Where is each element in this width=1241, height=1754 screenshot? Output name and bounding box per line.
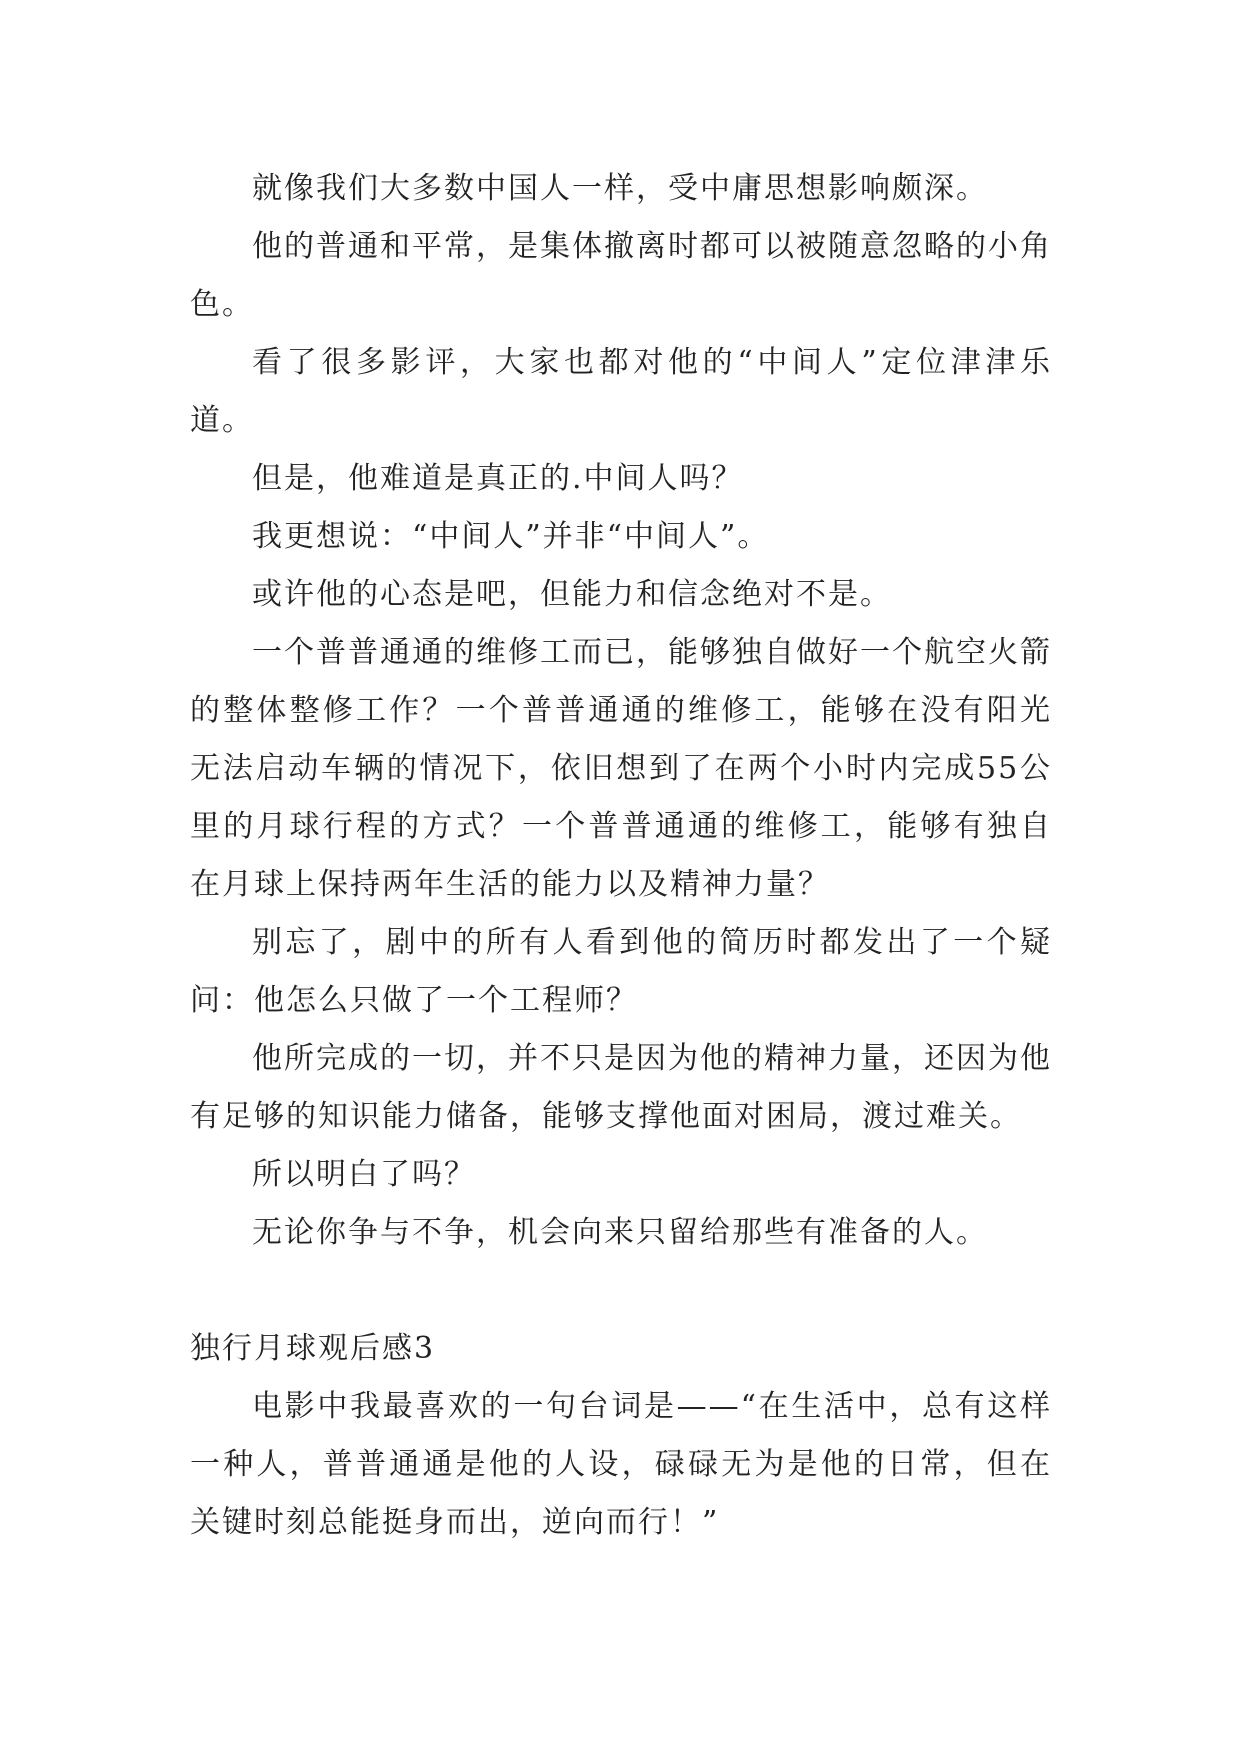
section-heading: 独行月球观后感3 [190, 1331, 436, 1366]
paragraph: 或许他的心态是吧，但能力和信念绝对不是。 [252, 577, 892, 612]
paragraph: 电影中我最喜欢的一句台词是——“在生活中，总有这样一种人，普普通通是他的人设，碌碌无为是他的日常，但在关键时刻总能挺身而出，逆向而行！” [190, 1389, 1052, 1540]
paragraph: 无论你争与不争，机会向来只留给那些有准备的人。 [252, 1215, 988, 1250]
paragraph: 别忘了，剧中的所有人看到他的简历时都发出了一个疑问：他怎么只做了一个工程师？ [190, 925, 1052, 1018]
paragraph: 我更想说：“中间人”并非“中间人”。 [252, 519, 770, 554]
paragraph: 他的普通和平常，是集体撤离时都可以被随意忽略的小角色。 [190, 229, 1052, 322]
section-spacer [190, 1262, 1052, 1320]
paragraph: 所以明白了吗？ [252, 1157, 476, 1192]
paragraph: 看了很多影评，大家也都对他的“中间人”定位津津乐道。 [190, 345, 1052, 438]
paragraph: 一个普普通通的维修工而已，能够独自做好一个航空火箭的整体整修工作？一个普普通通的维修工，能够在没有阳光无法启动车辆的情况下，依旧想到了在两个小时内完成55公里的月球行程的方式？一个普普通通的维修工，能够有独自在月球上保持两年生活的能力以及精神力量？ [190, 635, 1052, 902]
paragraph: 但是，他难道是真正的.中间人吗？ [252, 461, 744, 496]
document-body [190, 160, 1052, 1552]
paragraph: 就像我们大多数中国人一样，受中庸思想影响颇深。 [252, 171, 988, 206]
paragraph: 他所完成的一切，并不只是因为他的精神力量，还因为他有足够的知识能力储备，能够支撑他面对困局，渡过难关。 [190, 1041, 1052, 1134]
